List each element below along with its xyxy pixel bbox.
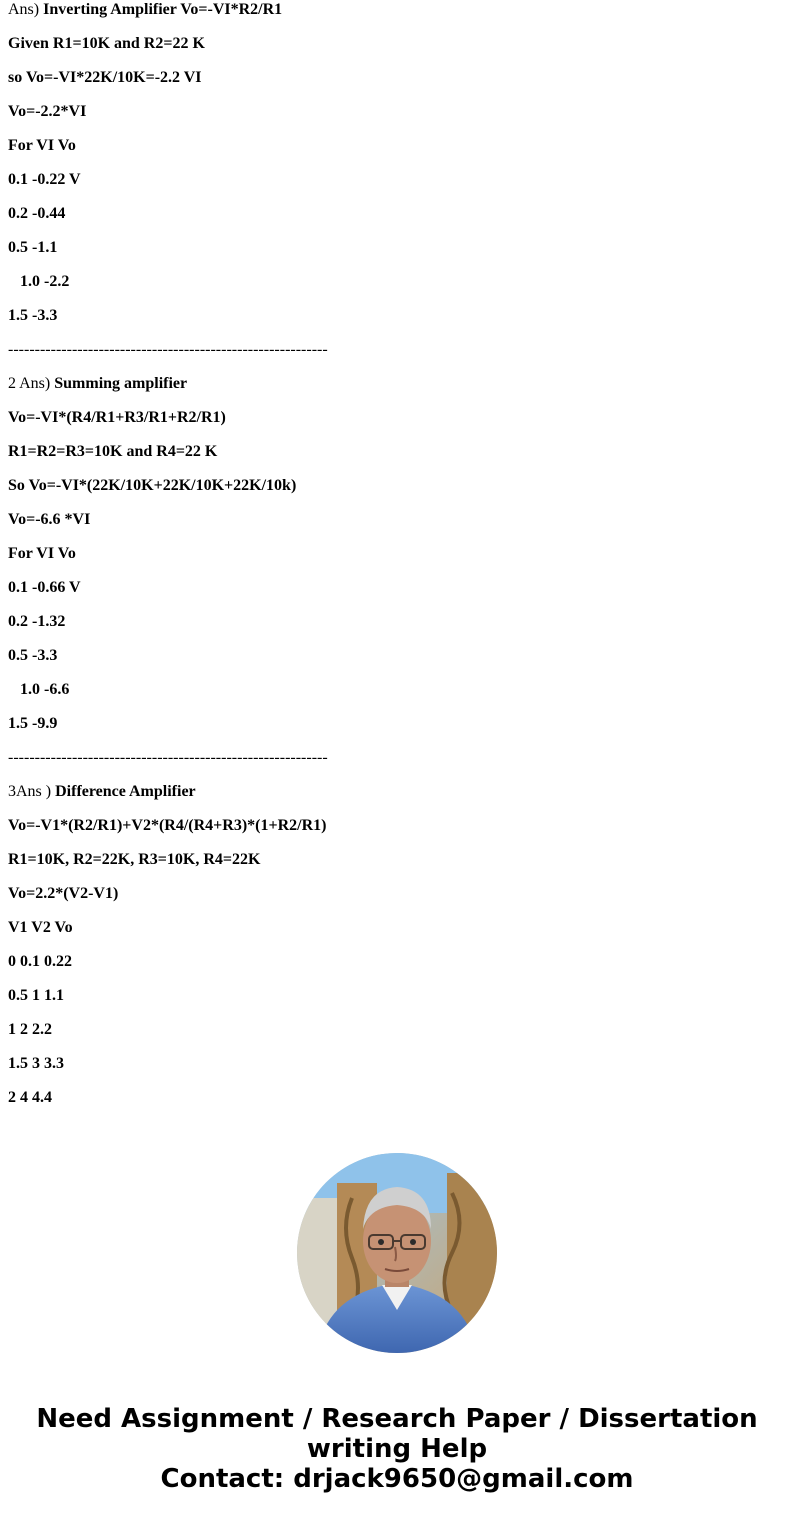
separator: ------------------------------------------------------------	[8, 341, 328, 358]
separator: ------------------------------------------------------------	[8, 749, 328, 766]
section3-table-row: 0.5 1 1.1	[8, 987, 64, 1004]
section2-line: R1=R2=R3=10K and R4=22 K	[8, 443, 218, 460]
section1-table-row: 1.0 -2.2	[20, 273, 70, 290]
section2-prefix: 2 Ans)	[8, 375, 55, 392]
section3-table-row: 0 0.1 0.22	[8, 953, 72, 970]
section2-table-row: 1.0 -6.6	[20, 681, 70, 698]
section1-table-header: For VI Vo	[8, 137, 76, 154]
section3-table-row: 1 2 2.2	[8, 1021, 52, 1038]
cta-line: writing Help	[306, 1434, 488, 1464]
author-photo	[297, 1153, 497, 1353]
section1-table-row: 1.5 -3.3	[8, 307, 58, 324]
section2-table-row: 0.1 -0.66 V	[8, 579, 81, 596]
section2-line: Vo=-VI*(R4/R1+R3/R1+R2/R1)	[8, 409, 226, 426]
section2-title: Summing amplifier	[54, 375, 188, 392]
section2-table-row: 1.5 -9.9	[8, 715, 58, 732]
section3-prefix: 3Ans )	[8, 783, 56, 800]
section1-line: so Vo=-VI*22K/10K=-2.2 VI	[8, 69, 202, 86]
section1-table-row: 0.2 -0.44	[8, 205, 66, 222]
section3-heading	[8, 782, 196, 802]
section3-line: Vo=2.2*(V2-V1)	[8, 885, 119, 902]
section2-table-row: 0.5 -3.3	[8, 647, 58, 664]
section2-line: Vo=-6.6 *VI	[8, 511, 91, 528]
section1-table-row: 0.1 -0.22 V	[8, 171, 81, 188]
section3-line: Vo=-V1*(R2/R1)+V2*(R4/(R4+R3)*(1+R2/R1)	[8, 817, 327, 834]
contact-email: Contact: drjack9650@gmail.com	[160, 1464, 634, 1494]
section3-title: Difference Amplifier	[55, 783, 196, 800]
section1-heading	[8, 0, 282, 20]
section1-title: Inverting Amplifier Vo=-VI*R2/R1	[43, 1, 283, 18]
section2-line: So Vo=-VI*(22K/10K+22K/10K+22K/10k)	[8, 477, 297, 494]
section1-line: Vo=-2.2*VI	[8, 103, 87, 120]
section1-line: Given R1=10K and R2=22 K	[8, 35, 205, 52]
section2-table-header: For VI Vo	[8, 545, 76, 562]
section3-line: R1=10K, R2=22K, R3=10K, R4=22K	[8, 851, 261, 868]
section2-heading	[8, 374, 187, 394]
section3-table-header: V1 V2 Vo	[8, 919, 73, 936]
section1-table-row: 0.5 -1.1	[8, 239, 58, 256]
contact-banner	[0, 1404, 794, 1494]
section2-table-row: 0.2 -1.32	[8, 613, 66, 630]
section1-prefix: Ans)	[8, 1, 44, 18]
section3-table-row: 2 4 4.4	[8, 1089, 52, 1106]
cta-line: Need Assignment / Research Paper / Dissertation	[36, 1404, 758, 1434]
author-photo-drawing	[297, 1153, 497, 1353]
section3-table-row: 1.5 3 3.3	[8, 1055, 64, 1072]
